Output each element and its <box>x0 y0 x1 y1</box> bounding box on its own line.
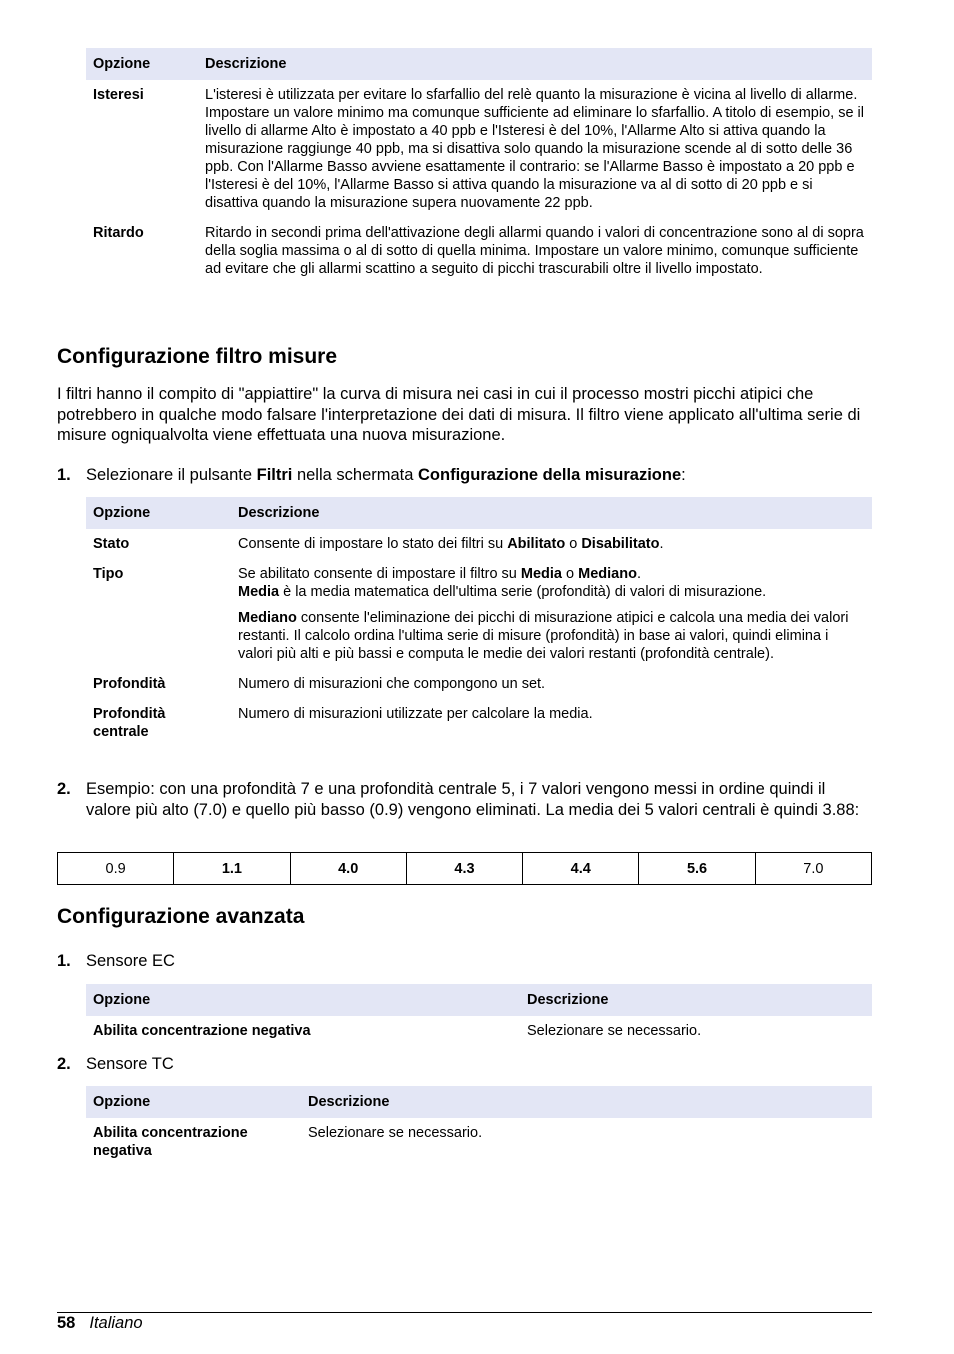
step-number: 1. <box>57 466 71 484</box>
table-row <box>86 699 872 747</box>
description-profondita-centrale: Numero di misurazioni utilizzate per calcolare la media. <box>238 706 593 722</box>
table-row <box>86 80 872 218</box>
filter-step-1 <box>57 465 872 486</box>
header-option: Opzione <box>86 984 520 1016</box>
value-cell: 0.9 <box>58 853 174 885</box>
value-cell: 4.0 <box>290 853 406 885</box>
filter-intro: I filtri hanno il compito di "appiattire" la curva di misura nei casi in cui il processo mostri picchi atipici che potrebbero in qualche modo falsare l'interpretazione dei dati di misura. Il filtro viene applicato all'ultima serie di misure ogniqualvolta viene effettuata una nuova misurazione. <box>57 385 861 444</box>
description-isteresi: L'isteresi è utilizzata per evitare lo sfarfallio del relè quanto la misurazione è vicina al livello di allarme. Impostare un valore minimo ma comunque sufficiente ad eliminare lo sfarfallio. A titolo di esempio, se il livello di allarme Alto è impostato a 40 ppb e l'Isteresi è del 10%, l'Allarme Alto si attiva quando la misurazione raggiunge 40 ppb, ma si disattiva solo quando la misurazione scende al di sotto delle 36 ppb. Con l'Allarme Basso avviene esattamente il contrario: se l'Allarme Basso è impostato a 20 ppb e l'Isteresi è del 10%, l'Allarme Basso si attiva quando la misurazione va al di sotto di 20 ppb e si disattiva quando la misurazione supera nuovamente 22 ppb. <box>205 87 864 211</box>
header-option: Opzione <box>86 497 231 529</box>
step-number: 2. <box>57 1055 71 1073</box>
header-option: Opzione <box>86 1086 301 1118</box>
description-profondita: Numero di misurazioni che compongono un set. <box>238 676 546 692</box>
step-number: 2. <box>57 780 71 798</box>
filtri-button-ref: Filtri <box>256 466 293 484</box>
step-text: Sensore TC <box>86 1055 174 1073</box>
section-title-filter: Configurazione filtro misure <box>57 345 338 368</box>
description-ritardo: Ritardo in secondi prima dell'attivazione degli allarmi quando i valori di concentrazione sono al di sopra della soglia massima o al di sotto di quella minima. Impostare un valore minimo, comunque sufficiente ad evitare che gli allarmi scattino a seguito di picchi trascurabili oltre il livello impostato. <box>205 225 864 277</box>
option-tipo: Tipo <box>93 566 124 582</box>
value-cell: 4.3 <box>406 853 522 885</box>
step-text: Esempio: con una profondità 7 e una profondità centrale 5, i 7 valori vengono messi in ordine quindi il valore più alto (7.0) e quello più basso (0.9) vengono eliminati. La media dei 5 valori centrali è quindi 3.88: <box>86 780 860 819</box>
page-footer <box>57 1313 143 1333</box>
description-stato: Consente di impostare lo stato dei filtri su Abilitato o Disabilitato. <box>238 536 664 552</box>
step-text: Sensore EC <box>86 952 175 970</box>
header-description: Descrizione <box>301 1086 872 1118</box>
table-header-row <box>86 984 872 1016</box>
advanced-step-1 <box>57 951 872 972</box>
header-description: Descrizione <box>231 497 872 529</box>
section-title-advanced: Configurazione avanzata <box>57 905 305 928</box>
description-tipo: Se abilitato consente di impostare il filtro su Media o Mediano. Media è la media matematica dell'ultima serie (profondità) di valori di misurazione. Mediano consente l'eliminazione dei picchi di misurazione atipici e calcola una media dei valori restanti. Il calcolo ordina l'ultima serie di misure (profondità) in base ai valori, quindi elimina i valori più alti e più bassi e computa le medie dei valori restanti (profondità centrale). <box>238 566 849 662</box>
header-description: Descrizione <box>520 984 872 1016</box>
table-row <box>86 1016 872 1046</box>
table-row <box>86 218 872 284</box>
values-row <box>58 853 872 885</box>
filter-options-table <box>86 497 872 747</box>
sorted-values-table <box>57 852 872 885</box>
footer-language: Italiano <box>89 1314 143 1332</box>
ec-sensor-table <box>86 984 872 1046</box>
step-number: 1. <box>57 952 71 970</box>
filter-step-2 <box>57 779 872 820</box>
table-row <box>86 1118 872 1166</box>
option-profondita: Profondità <box>93 676 166 692</box>
table-header-row <box>86 48 872 80</box>
table-header-row <box>86 1086 872 1118</box>
value-cell: 5.6 <box>639 853 755 885</box>
value-cell: 1.1 <box>174 853 290 885</box>
step-text: Selezionare il pulsante Filtri nella schermata Configurazione della misurazione: <box>86 466 686 484</box>
tc-sensor-table <box>86 1086 872 1166</box>
alarm-options-table <box>86 48 872 284</box>
option-isteresi: Isteresi <box>93 87 144 103</box>
header-description: Descrizione <box>198 48 872 80</box>
table-row <box>86 559 872 669</box>
header-option: Opzione <box>86 48 198 80</box>
footer-rule <box>57 1312 872 1313</box>
page-number: 58 <box>57 1314 76 1332</box>
value-cell: 4.4 <box>523 853 639 885</box>
screen-name-ref: Configurazione della misurazione <box>418 466 682 484</box>
value-cell: 7.0 <box>755 853 871 885</box>
table-row <box>86 529 872 559</box>
option-negative-concentration: Abilita concentrazione negativa <box>93 1125 248 1159</box>
table-header-row <box>86 497 872 529</box>
option-profondita-centrale: Profondità centrale <box>93 706 166 740</box>
option-stato: Stato <box>93 536 130 552</box>
option-ritardo: Ritardo <box>93 225 144 241</box>
advanced-step-2 <box>57 1054 872 1075</box>
description-negative-concentration: Selezionare se necessario. <box>527 1023 702 1039</box>
option-negative-concentration: Abilita concentrazione negativa <box>93 1023 311 1039</box>
description-negative-concentration: Selezionare se necessario. <box>308 1125 483 1141</box>
table-row <box>86 669 872 699</box>
